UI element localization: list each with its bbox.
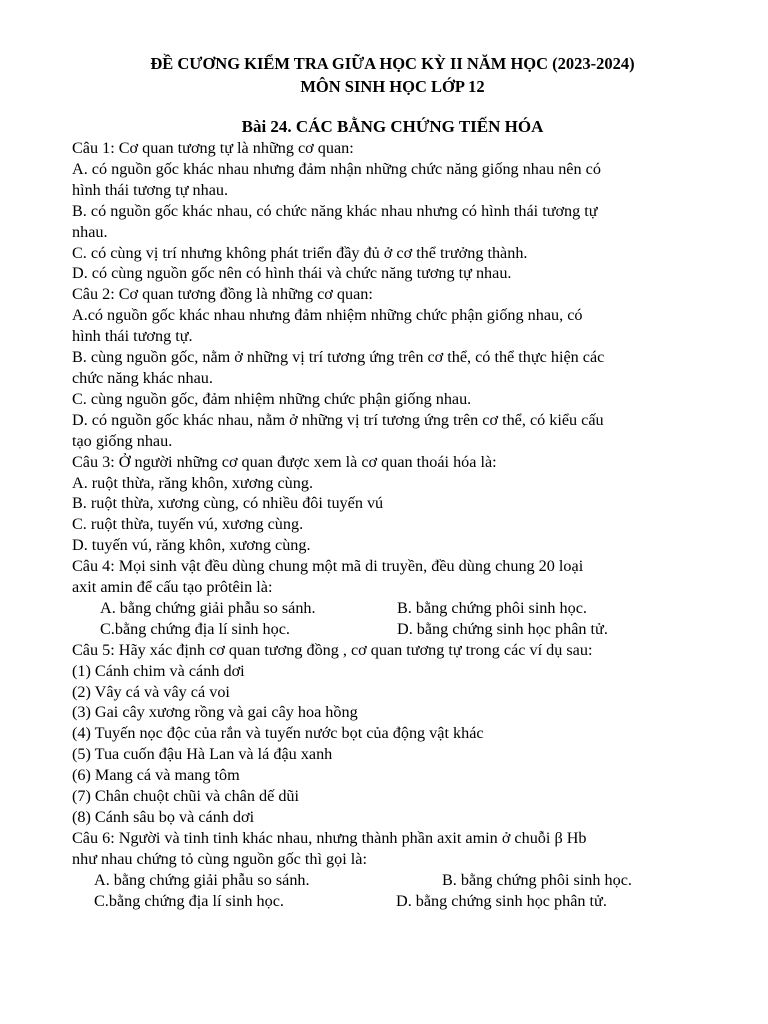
q5-item: (4) Tuyến nọc độc của rắn và tuyến nước bọt của động vật khác bbox=[72, 724, 484, 743]
q5-item: (3) Gai cây xương rồng và gai cây hoa hồng bbox=[72, 703, 358, 722]
q1-option-a-line1: A. có nguồn gốc khác nhau nhưng đảm nhận những chức năng giống nhau nên có bbox=[72, 159, 601, 178]
q3-option-a: A. ruột thừa, răng khôn, xương cùng. bbox=[72, 473, 314, 492]
q1-option-a-line2: hình thái tương tự nhau. bbox=[72, 180, 229, 199]
q5-item: (5) Tua cuốn đậu Hà Lan và lá đậu xanh bbox=[72, 745, 333, 764]
q2-option-d-line1: D. có nguồn gốc khác nhau, nằm ở những vị trí tương ứng trên cơ thể, có kiểu cấu bbox=[72, 410, 604, 429]
q6-option-c: C.bằng chứng địa lí sinh học. bbox=[94, 891, 284, 910]
q6-option-a: A. bằng chứng giải phẫu so sánh. bbox=[94, 870, 310, 889]
q5-question: Câu 5: Hãy xác định cơ quan tương đồng , cơ quan tương tự trong các ví dụ sau: bbox=[72, 640, 593, 659]
q2-question: Câu 2: Cơ quan tương đồng là những cơ quan: bbox=[72, 285, 373, 304]
q5-item: (7) Chân chuột chũi và chân dế dũi bbox=[72, 787, 300, 806]
q3-question: Câu 3: Ở người những cơ quan được xem là cơ quan thoái hóa là: bbox=[72, 452, 497, 471]
q2-option-b-line2: chức năng khác nhau. bbox=[72, 368, 213, 387]
q6-option-d: D. bằng chứng sinh học phân tử. bbox=[396, 891, 607, 910]
document-title-line2: MÔN SINH HỌC LỚP 12 bbox=[300, 77, 485, 96]
q1-option-b-line1: B. có nguồn gốc khác nhau, có chức năng khác nhau nhưng có hình thái tương tự bbox=[72, 201, 598, 220]
q2-option-a-line1: A.có nguồn gốc khác nhau nhưng đảm nhiệm những chức phận giống nhau, có bbox=[72, 306, 583, 325]
q6-options-row1 bbox=[72, 870, 713, 891]
q4-option-c: C.bằng chứng địa lí sinh học. bbox=[100, 619, 290, 638]
q3-option-d: D. tuyến vú, răng khôn, xương cùng. bbox=[72, 536, 311, 555]
q1-option-d: D. có cùng nguồn gốc nên có hình thái và chức năng tương tự nhau. bbox=[72, 264, 512, 283]
q1-question: Câu 1: Cơ quan tương tự là những cơ quan: bbox=[72, 139, 354, 157]
q2-option-d-line2: tạo giống nhau. bbox=[72, 431, 173, 450]
q6-option-b: B. bằng chứng phôi sinh học. bbox=[442, 870, 632, 889]
q4-option-d: D. bằng chứng sinh học phân tử. bbox=[397, 619, 608, 638]
q4-options-row2 bbox=[72, 619, 713, 640]
q5-item: (8) Cánh sâu bọ và cánh dơi bbox=[72, 808, 255, 826]
q3-option-b: B. ruột thừa, xương cùng, có nhiều đôi tuyến vú bbox=[72, 494, 384, 513]
q2-option-a-line2: hình thái tương tự. bbox=[72, 327, 193, 346]
q4-question-line2: axit amin để cấu tạo prôtêin là: bbox=[72, 578, 273, 597]
q6-question-line2: như nhau chứng tỏ cùng nguồn gốc thì gọi là: bbox=[72, 849, 367, 868]
q1-option-c: C. có cùng vị trí nhưng không phát triển đầy đủ ở cơ thể trưởng thành. bbox=[72, 243, 528, 262]
q1-option-b-line2: nhau. bbox=[72, 222, 108, 241]
document-page bbox=[72, 52, 713, 912]
q5-item: (6) Mang cá và mang tôm bbox=[72, 766, 240, 785]
q4-question-line1: Câu 4: Mọi sinh vật đều dùng chung một mã di truyền, đều dùng chung 20 loại bbox=[72, 557, 584, 576]
q2-option-b-line1: B. cùng nguồn gốc, nằm ở những vị trí tương ứng trên cơ thể, có thể thực hiện các bbox=[72, 348, 605, 367]
q4-option-a: A. bằng chứng giải phẫu so sánh. bbox=[100, 598, 316, 617]
q6-options-row2 bbox=[72, 891, 713, 912]
q5-item: (1) Cánh chim và cánh dơi bbox=[72, 661, 245, 680]
q4-options-row1 bbox=[72, 598, 713, 619]
lesson-heading: Bài 24. CÁC BẰNG CHỨNG TIẾN HÓA bbox=[241, 117, 544, 136]
document-title-line1: ĐỀ CƯƠNG KIỂM TRA GIỮA HỌC KỲ II NĂM HỌC (2023-2024) bbox=[150, 54, 635, 73]
q5-item: (2) Vây cá và vây cá voi bbox=[72, 682, 230, 701]
q2-option-c: C. cùng nguồn gốc, đảm nhiệm những chức phận giống nhau. bbox=[72, 389, 472, 408]
q3-option-c: C. ruột thừa, tuyến vú, xương cùng. bbox=[72, 515, 304, 534]
q4-option-b: B. bằng chứng phôi sinh học. bbox=[397, 598, 587, 617]
q6-question-line1: Câu 6: Người và tinh tinh khác nhau, nhưng thành phần axit amin ở chuỗi β Hb bbox=[72, 828, 587, 847]
